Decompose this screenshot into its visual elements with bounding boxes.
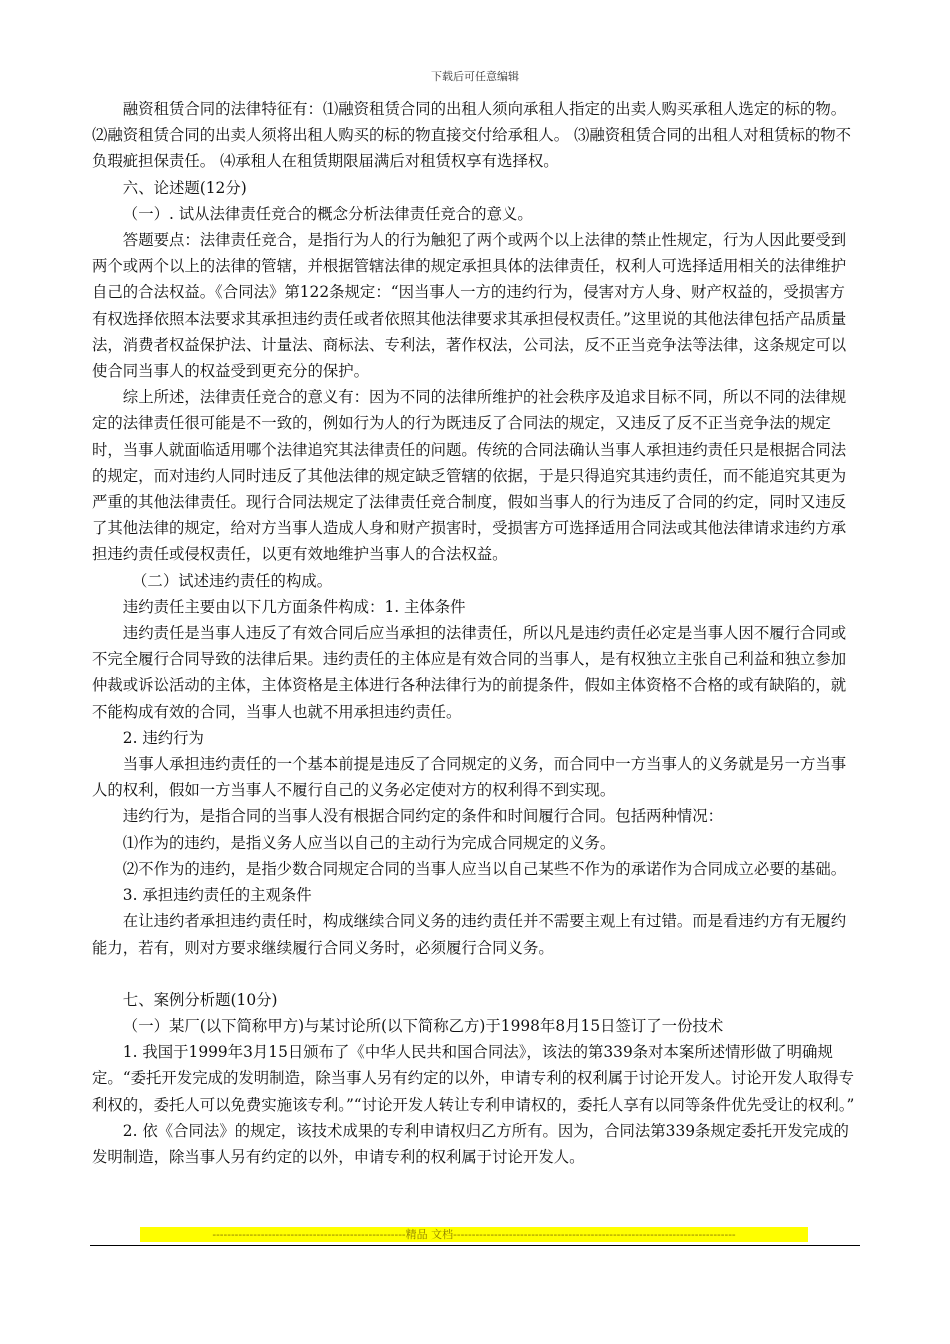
footer-divider bbox=[90, 1245, 860, 1246]
case-1-title: （一）某厂(以下简称甲方)与某讨论所(以下简称乙方)于1998年8月15日签订了一份技术 bbox=[122, 1016, 724, 1035]
paragraph-answer-points: 答题要点：法律责任竞合，是指行为人的行为触犯了两个或两个以上法律的禁止性规定，行为人因此要受到两个或两个以上的法律的管辖，并根据管辖法律的规定承担具体的法律责任，权利人可选择适用相关的法律维护自己的合法权益。《合同法》第122条规定：“因当事人一方的违约行为，侵害对方人身、财产权益的，受损害方有权选择依照本法要求其承担违约责任或者依照其他法律要求其承担侵权责任。”这里说的其他法律包括产品质量法，消费者权益保护法、计量法、商标法、专利法，著作权法，公司法，反不正当竞争法等法律，这条规定可以使合同当事人的权益受到更充分的保护。 bbox=[92, 231, 847, 381]
paragraph-breach-definition: 违约行为，是指合同的当事人没有根据合同约定的条件和时间履行合同。包括两种情况： bbox=[122, 807, 724, 826]
subheading-subjective-condition: 3. 承担违约责任的主观条件 bbox=[122, 886, 312, 905]
question-2-title: （二）试述违约责任的构成。 bbox=[132, 571, 333, 590]
section-heading-7: 七、案例分析题(10分) bbox=[122, 990, 278, 1009]
paragraph-case-answer-2: 2. 依《合同法》的规定，该技术成果的专利申请权归乙方所有。因为，合同法第339条规定委托开发完成的发明制造，除当事人另有约定的以外，申请专利的权利属于讨论开发人。 bbox=[92, 1121, 849, 1166]
document-body bbox=[92, 96, 860, 1170]
question-1-title: （一）. 试从法律责任竞合的概念分析法律责任竞合的意义。 bbox=[122, 204, 533, 223]
paragraph-subject-condition: 违约责任是当事人违反了有效合同后应当承担的法律责任，所以凡是违约责任必定是当事人因不履行合同或不完全履行合同导致的法律后果。违约责任的主体应是有效合同的当事人，是有权独立主张自己利益和独立参加仲裁或诉讼活动的主体，主体资格是主体进行各种法律行为的前提条件，假如主体资格不合格的或有缺陷的，就不能构成有效的合同，当事人也就不用承担违约责任。 bbox=[92, 624, 847, 721]
subheading-breach-act: 2. 违约行为 bbox=[122, 728, 204, 747]
paragraph-subjective-condition: 在让违约者承担违约责任时，构成继续合同义务的违约责任并不需要主观上有过错。而是看违约方有无履约能力，若有，则对方要求继续履行合同义务时，必须履行合同义务。 bbox=[92, 912, 847, 957]
page-header: 下载后可任意编辑 bbox=[431, 70, 519, 83]
paragraph-conditions-intro: 违约责任主要由以下几方面条件构成：1. 主体条件 bbox=[122, 597, 466, 616]
list-item-omission-breach: ⑵不作为的违约，是指少数合同规定合同的当事人应当以自己某些不作为的承诺作为合同成立必要的基础。 bbox=[122, 859, 847, 878]
spacer bbox=[92, 961, 860, 987]
paragraph-case-answer-1: 1. 我国于1999年3月15日颁布了《中华人民共和国合同法》，该法的第339条对本案所述情形做了明确规定。“委托开发完成的发明制造，除当事人另有约定的以外，申请专利的权利属于讨论开发人。讨论开发人取得专利权的，委托人可以免费实施该专利。”“讨论开发人转让专利申请权的，委托人享有以同等条件优先受让的权利。” bbox=[92, 1043, 855, 1114]
list-item-act-breach: ⑴作为的违约，是指义务人应当以自己的主动行为完成合同规定的义务。 bbox=[122, 833, 616, 852]
section-heading-6: 六、论述题(12分) bbox=[122, 178, 247, 197]
paragraph-breach-premise: 当事人承担违约责任的一个基本前提是违反了合同规定的义务，而合同中一方当事人的义务就是另一方当事人的权利，假如一方当事人不履行自己的义务必定使对方的权利得不到实现。 bbox=[92, 755, 847, 800]
paragraph-leasing-features: 融资租赁合同的法律特征有：⑴融资租赁合同的出租人须向承租人指定的出卖人购买承租人选定的标的物。 ⑵融资租赁合同的出卖人须将出租人购买的标的物直接交付给承租人。 ⑶融资租赁合同的出租人对租赁标的物不负瑕疵担保责任。 ⑷承租人在租赁期限届满后对租赁权享有选择权。 bbox=[92, 100, 852, 171]
paragraph-summary: 综上所述，法律责任竞合的意义有：因为不同的法律所维护的社会秩序及追求目标不同，所以不同的法律规定的法律责任很可能是不一致的，例如行为人的行为既违反了合同法的规定，又违反了反不正当竞争法的规定时，当事人就面临适用哪个法律追究其法律责任的问题。传统的合同法确认当事人承担违约责任只是根据合同法的规定，而对违约人同时违反了其他法律的规定缺乏管辖的依据，于是只得追究其违约责任，而不能追究其更为严重的其他法律责任。现行合同法规定了法律责任竞合制度，假如当事人的行为违反了合同的约定，同时又违反了其他法律的规定，给对方当事人造成人身和财产损害时，受损害方可选择适用合同法或其他法律请求违约方承担违约责任或侵权责任，以更有效地维护当事人的合法权益。 bbox=[92, 388, 847, 564]
footer-banner: ----------------------------------------------------精品 文档---------------------------------------------------------------------------- bbox=[140, 1227, 808, 1242]
